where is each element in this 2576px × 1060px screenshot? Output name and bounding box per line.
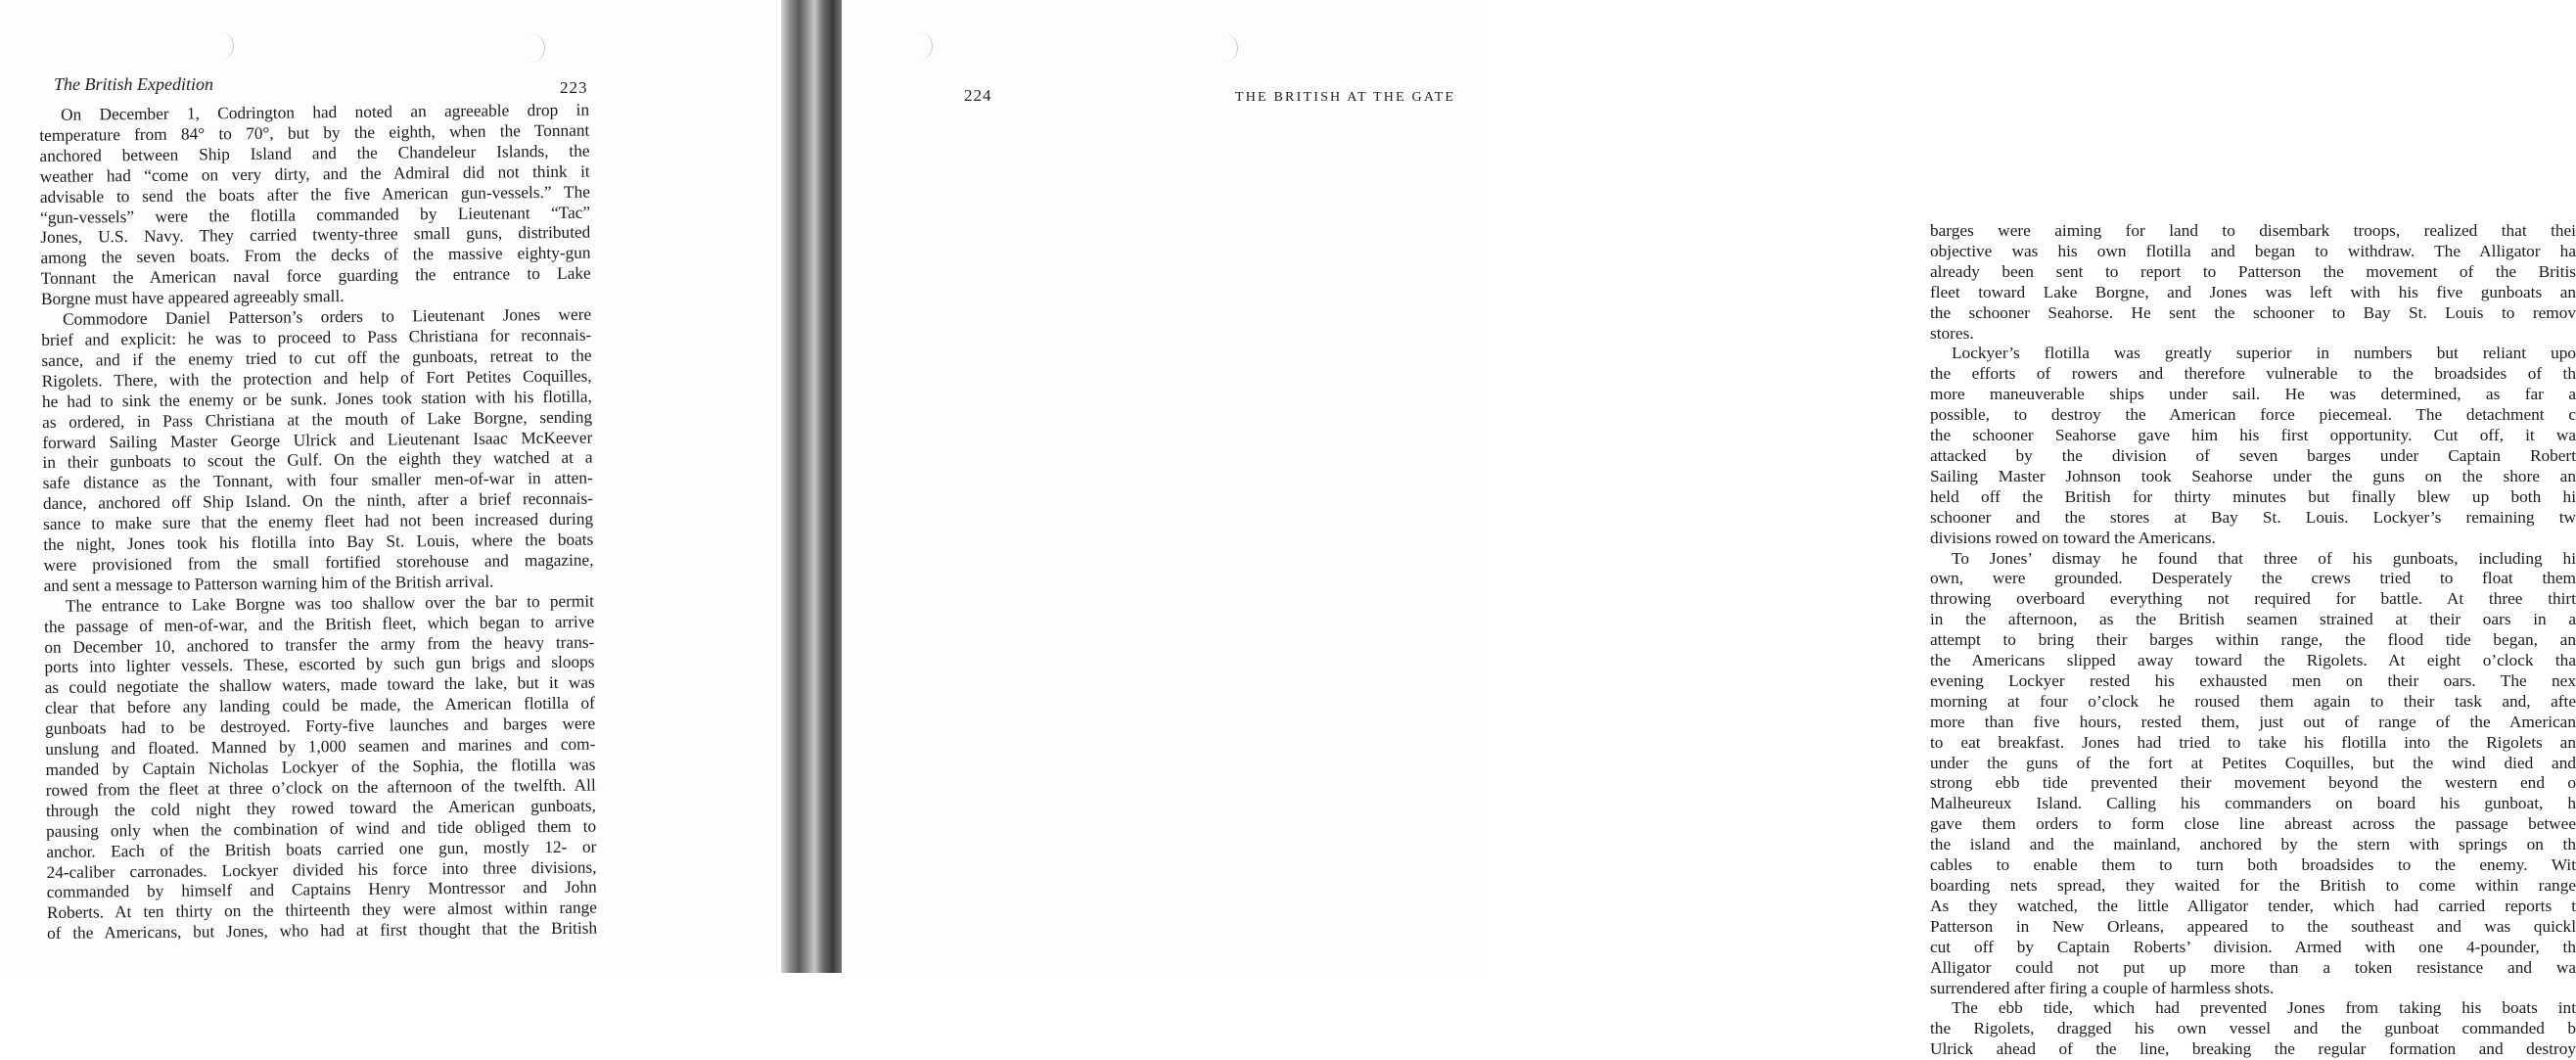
text-line: forward Sailing Master George Ulrick and Lieutenant Isaac McKeever	[42, 428, 593, 452]
text-line: fleet toward Lake Borgne, and Jones was left with his five gunboats an	[1930, 282, 2576, 301]
text-line: cut off by Captain Roberts’ division. Armed with one 4-pounder, th	[1930, 937, 2576, 956]
text-line: Roberts. At ten thirty on the thirteenth they were almost within range	[46, 898, 597, 923]
text-line: the schooner Seahorse. He sent the schooner to Bay St. Louis to remov	[1930, 302, 2576, 322]
text-line: pausing only when the combination of wind and tide obliged them to	[46, 816, 597, 841]
right-text-clip	[965, 108, 2576, 1059]
text-line: Alligator could not put up more than a token resistance and wa	[1930, 957, 2576, 977]
text-line: held off the British for thirty minutes but finally blew up both hi	[1930, 486, 2576, 506]
text-line: Malheureux Island. Calling his commanders on board his gunboat, h	[1930, 794, 2576, 813]
scan-margin	[1488, 0, 1577, 973]
text-line: weather had “come on very dirty, and the Admiral did not think it	[39, 161, 590, 186]
left-page-number: 223	[560, 78, 588, 97]
text-line: evening Lockyer rested his exhausted men on their oars. The nex	[1930, 670, 2576, 690]
text-line: cables to enable them to turn both broadsides to the enemy. Wit	[1930, 855, 2576, 875]
text-line: sance to make sure that the enemy fleet had not been increased during	[43, 509, 594, 534]
text-line: Lockyer’s flotilla was greatly superior in numbers but reliant upo	[1952, 344, 2576, 363]
text-line: morning at four o’clock he roused them again to their task and, afte	[1930, 691, 2576, 711]
text-line: more maneuverable ships under sail. He was determined, as far a	[1930, 385, 2576, 404]
text-line: attempt to bring their barges within range, the flood tide began, an	[1930, 630, 2576, 650]
text-line: were provisioned from the small fortified storehouse and magazine,	[43, 550, 594, 575]
text-line: possible, to destroy the American force piecemeal. The detachment c	[1930, 405, 2576, 425]
text-line: strong ebb tide prevented their movement beyond the western end o	[1930, 773, 2576, 793]
text-line: Sailing Master Johnson took Seahorse under the guns on the shore an	[1930, 466, 2576, 485]
text-line: advisable to send the boats after the five American gun-vessels.” The	[39, 182, 590, 207]
text-line: more than five hours, rested them, just out of range of the American	[1930, 712, 2576, 731]
text-line: The entrance to Lake Borgne was too shallow over the bar to permit	[65, 591, 594, 616]
text-line: the passage of men-of-war, and the British fleet, which began to arrive	[44, 612, 595, 636]
text-line: “gun-vessels” were the flotilla commanded by Lieutenant “Tac”	[40, 203, 591, 227]
text-line: Borgne must have appeared agreeably small.	[40, 287, 345, 309]
text-line: the Americans slipped away toward the Rigolets. At eight o’clock tha	[1930, 651, 2576, 670]
right-page-number: 224	[964, 86, 992, 105]
text-line: Jones, U.S. Navy. They carried twenty-three small guns, distributed	[40, 223, 591, 248]
text-line: the night, Jones took his flotilla into Bay St. Louis, where the boats	[43, 530, 594, 555]
text-line: in their gunboats to scout the Gulf. On the eighth they watched at a	[42, 447, 593, 473]
text-line: as could negotiate the shallow waters, made toward the lake, but it was	[44, 672, 595, 698]
text-line: under the guns of the fort at Petites Coquilles, but the wind died and	[1930, 753, 2576, 772]
text-line: attacked by the division of seven barges under Captain Robert	[1930, 445, 2576, 465]
text-line: Commodore Daniel Patterson’s orders to Lieutenant Jones were	[63, 304, 592, 329]
text-line: anchor. Each of the British boats carried one gun, mostly 12- or	[46, 837, 597, 861]
binding-hole-mark	[217, 31, 234, 61]
binding-hole-mark	[529, 33, 545, 63]
text-line: the island and the mainland, anchored by the stern with springs on th	[1930, 835, 2576, 854]
text-line: dance, anchored off Ship Island. On the ninth, after a brief reconnais-	[42, 488, 593, 514]
text-line: Patterson in New Orleans, appeared to the southeast and was quickl	[1930, 916, 2576, 936]
text-line: through the cold night they rowed toward the American gunboats,	[45, 796, 596, 820]
text-line: The ebb tide, which had prevented Jones from taking his boats int	[1952, 998, 2576, 1018]
text-line: he had to sink the enemy or be sunk. Jones took station with his flotilla,	[41, 387, 592, 411]
text-line: clear that before any landing could be made, the American flotilla of	[44, 693, 595, 718]
text-line: Ulrick ahead of the line, breaking the regular formation and destroy	[1930, 1039, 2576, 1059]
text-line: already been sent to report to Patterson the movement of the Britis	[1930, 261, 2576, 281]
text-line: in the afternoon, as the British seamen strained at their oars in a	[1930, 610, 2576, 629]
right-body-text	[1930, 221, 2576, 1060]
text-line: surrendered after firing a couple of harmless shots.	[1930, 978, 2275, 997]
text-line: as ordered, in Pass Christiana at the mouth of Lake Borgne, sending	[42, 407, 593, 432]
text-line: gunboats had to be destroyed. Forty-five launches and barges were	[45, 714, 596, 739]
text-line: brief and explicit: he was to proceed to Pass Christiana for reconnais-	[41, 325, 592, 349]
text-line: On December 1, Codrington had noted an agreeable drop in	[60, 100, 590, 124]
text-line: As they watched, the little Alligator tender, which had carried reports t	[1930, 896, 2576, 915]
left-body-text	[39, 101, 597, 945]
text-line: on December 10, anchored to transfer the army from the heavy trans-	[44, 632, 595, 657]
text-line: Tonnant the American naval force guarding the entrance to Lake	[40, 263, 591, 289]
text-line: 24-caliber carronades. Lockyer divided his force into three divisions,	[46, 857, 597, 882]
text-line: temperature from 84° to 70°, but by the eighth, when the Tonnant	[39, 120, 590, 145]
right-running-title: THE BRITISH AT THE GATE	[1235, 90, 1456, 105]
text-line: throwing overboard everything not required for battle. At three thirt	[1930, 589, 2576, 609]
binding-hole-mark	[1221, 33, 1238, 63]
text-line: schooner and the stores at Bay St. Louis. Lockyer’s remaining tw	[1930, 507, 2576, 527]
text-line: of the Americans, but Jones, who had at first thought that the British	[47, 918, 598, 944]
text-line: unslung and floated. Manned by 1,000 seamen and marines and com-	[45, 734, 596, 760]
text-line: objective was his own flotilla and began to withdraw. The Alligator ha	[1930, 241, 2576, 260]
text-line: rowed from the fleet at three o’clock on the afternoon of the twelfth. All	[45, 775, 596, 800]
text-line: safe distance as the Tonnant, with four smaller men-of-war in atten-	[42, 468, 593, 493]
text-line: the efforts of rowers and therefore vulnerable to the broadsides of th	[1930, 364, 2576, 384]
text-line: gave them orders to form close line abreast across the passage betwee	[1930, 814, 2576, 834]
text-line: barges were aiming for land to disembark troops, realized that thei	[1930, 221, 2576, 240]
text-line: among the seven boats. From the decks of the massive eighty-gun	[40, 243, 591, 268]
text-line: Rigolets. There, with the protection and help of Fort Petites Coquilles,	[41, 366, 592, 391]
text-line: and sent a message to Patterson warning him of the British arrival.	[43, 572, 494, 595]
text-line: boarding nets spread, they waited for the British to come within range	[1930, 876, 2576, 895]
text-line: to eat breakfast. Jones had tried to take his flotilla into the Rigolets an	[1930, 732, 2576, 752]
left-running-title: The British Expedition	[54, 74, 213, 94]
binding-hole-mark	[916, 31, 933, 61]
text-line: commanded by himself and Captains Henry Montressor and John	[46, 878, 597, 902]
book-spine-gutter	[781, 0, 842, 973]
text-line: the Rigolets, dragged his own vessel and the gunboat commanded b	[1930, 1019, 2576, 1038]
text-line: own, were grounded. Desperately the crews tried to float them	[1930, 569, 2576, 588]
text-line: manded by Captain Nicholas Lockyer of the Sophia, the flotilla was	[45, 755, 596, 779]
text-line: sance, and if the enemy tried to cut off the gunboats, retreat to the	[41, 346, 592, 370]
text-line: ports into lighter vessels. These, escorted by such gun brigs and sloops	[44, 653, 595, 677]
text-line: anchored between Ship Island and the Chandeleur Islands, the	[39, 141, 590, 165]
text-line: To Jones’ dismay he found that three of his gunboats, including hi	[1952, 548, 2576, 568]
text-line: stores.	[1930, 323, 1974, 343]
text-line: the schooner Seahorse gave him his first opportunity. Cut off, it wa	[1930, 426, 2576, 445]
text-line: divisions rowed on toward the Americans.	[1930, 528, 2216, 547]
